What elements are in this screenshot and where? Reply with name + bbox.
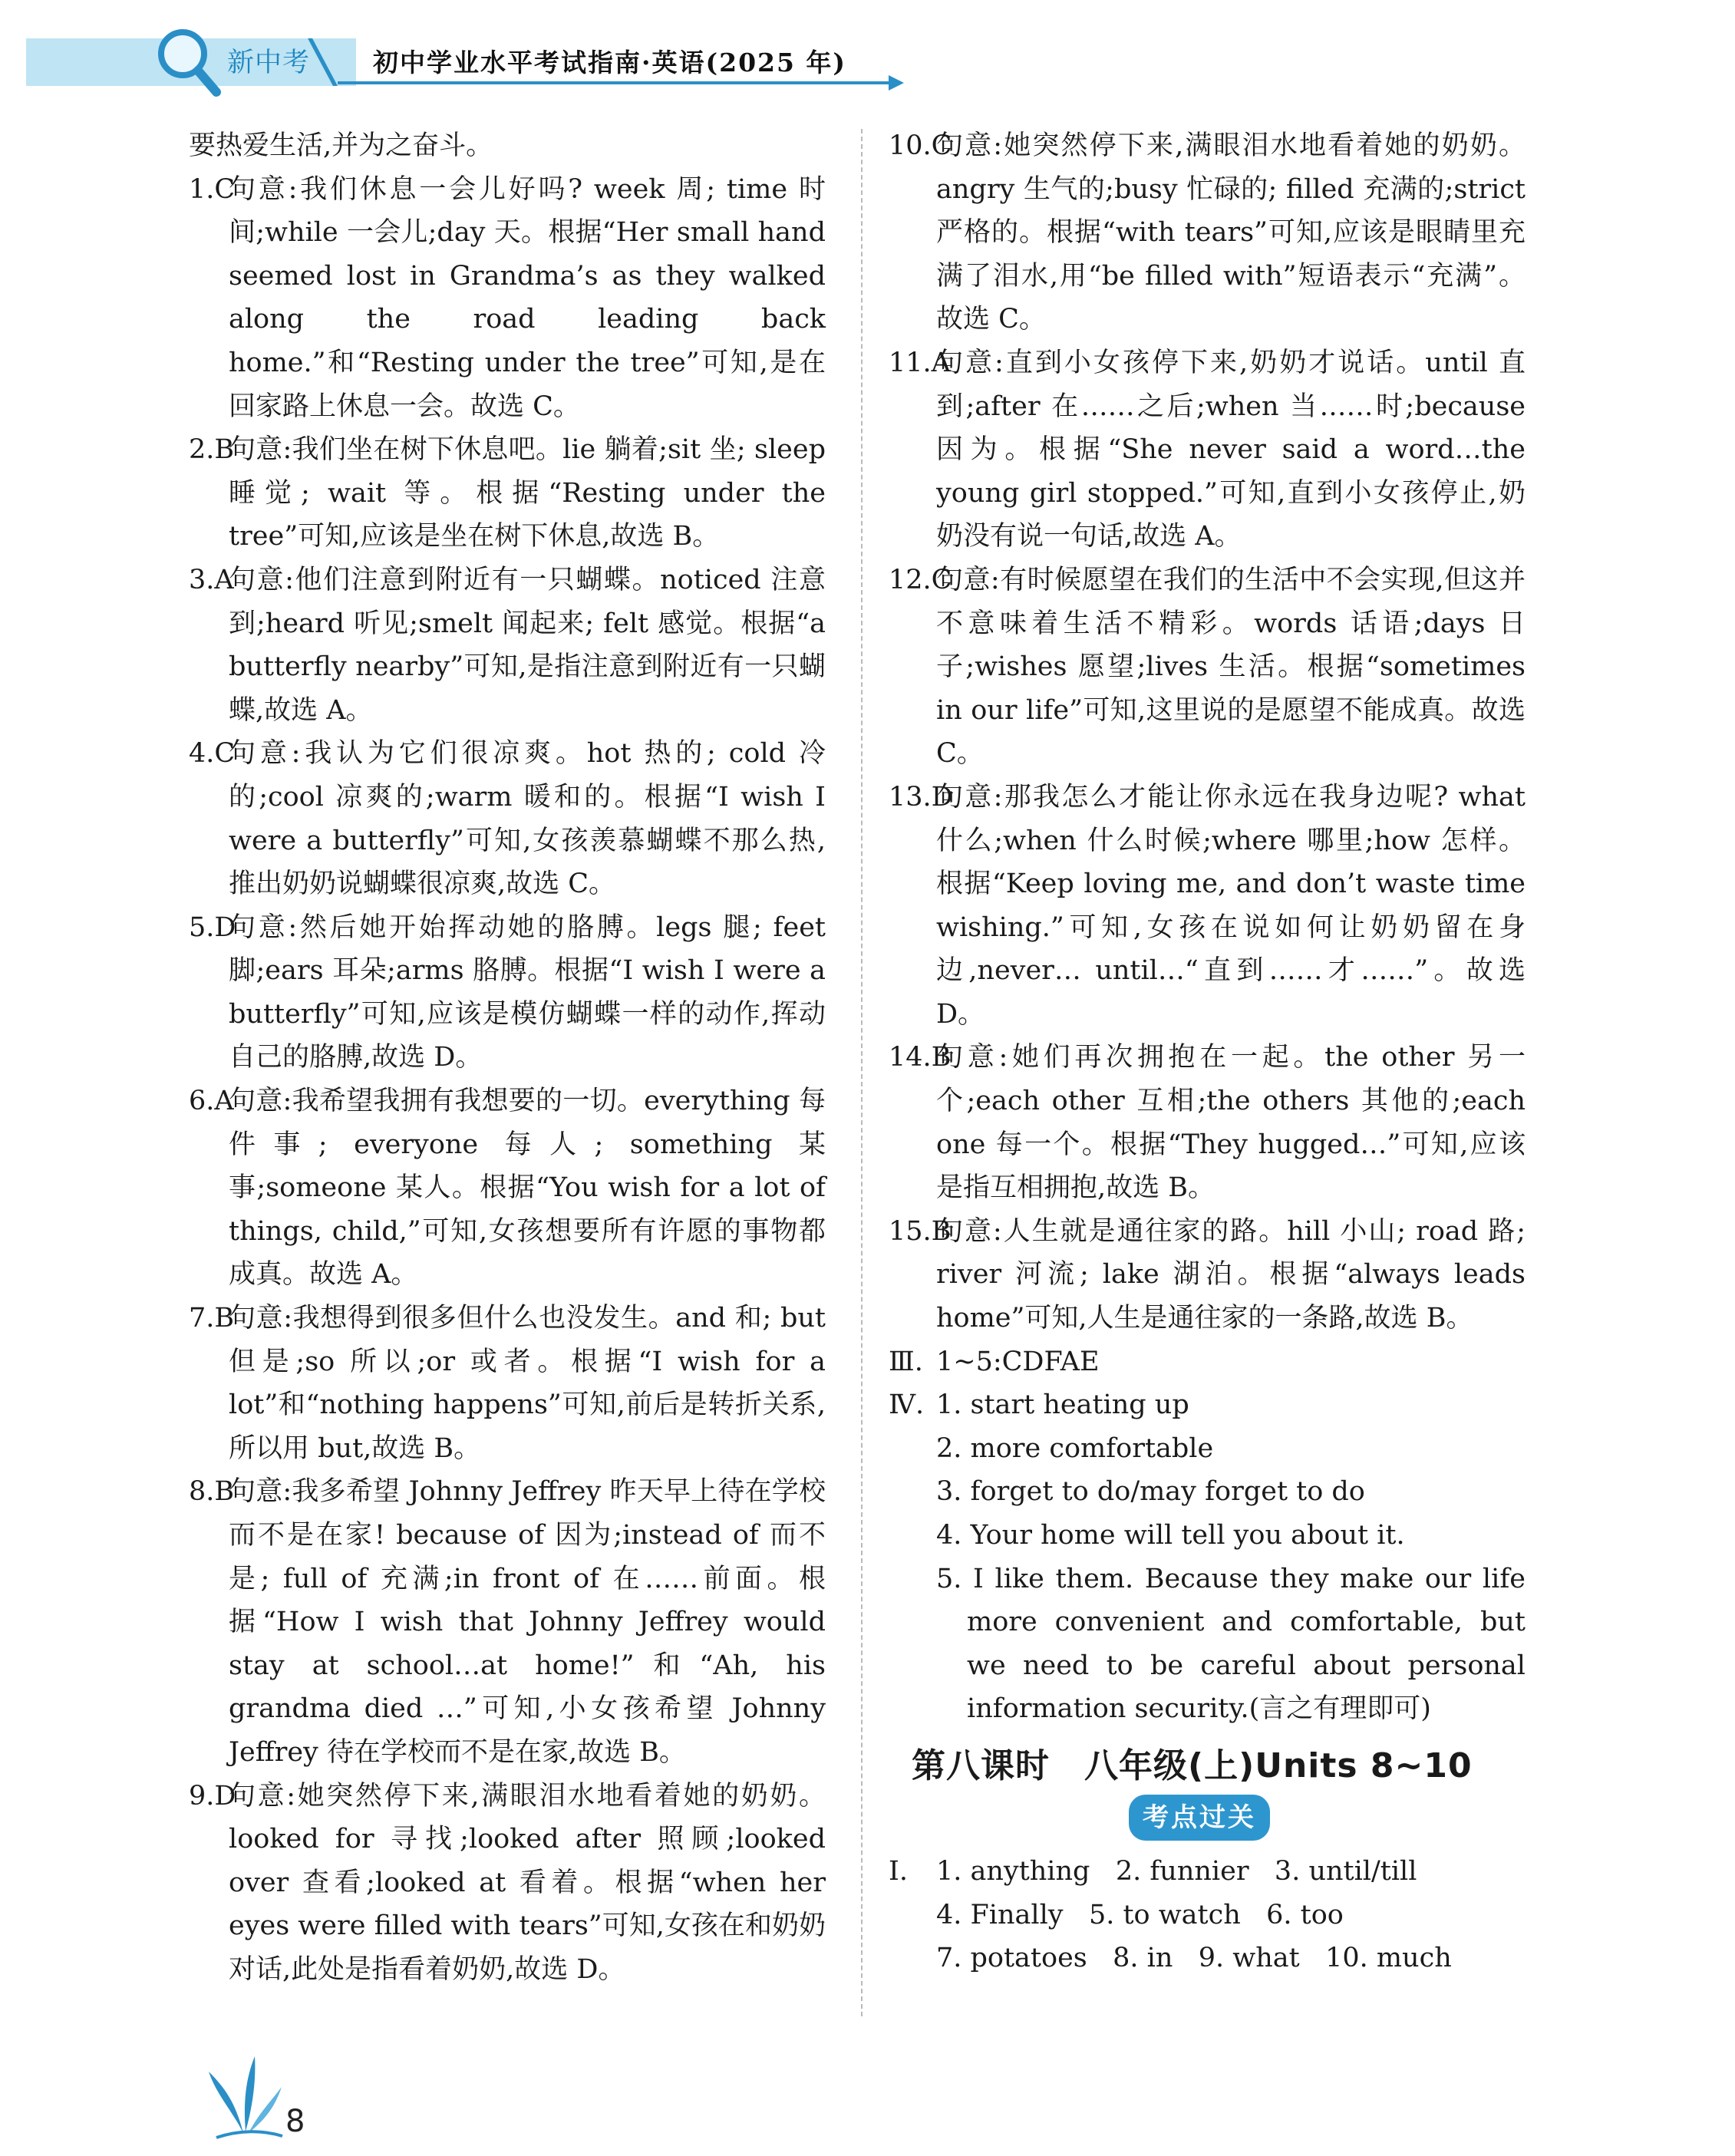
answer-item (189, 1775, 826, 1992)
item-explanation: 句意:他们注意到附近有一只蝴蝶。noticed 注意到;heard 听见;smelt 闻起来; felt 感觉。根据“a butterfly nearby”可知,是指注意到附近有一只蝴蝶,故选 A。 (229, 564, 826, 726)
item-explanation: 句意:我多希望 Johnny Jeffrey 昨天早上待在学校而不是在家! because of 因为;instead of 而不是; full of 充满;in front of 在……前面。根据“How I wish that Johnny Jeffrey would stay at school…at home!”和“Ah, his grandma died …”可知,小女孩希望 Johnny Jeffrey 待在学校而不是在家,故选 B。 (229, 1476, 826, 1768)
answer-item (889, 1210, 1526, 1340)
answer-item (189, 906, 826, 1080)
answer-item (189, 732, 826, 905)
item-number: 7.B (189, 1303, 235, 1334)
section-4-answer: 4. Your home will tell you about it. (936, 1520, 1405, 1551)
item-explanation: 句意:那我怎么才能让你永远在我身边呢? what 什么;when 什么时候;where 哪里;how 怎样。根据“Keep loving me, and don’t waste time wishing.”可知,女孩在说如何让奶奶留在身边,never… until…“直到……才……”。故选 D。 (936, 781, 1526, 1030)
section-number: Ⅰ. (889, 1856, 908, 1887)
header-brand: 新中考 (227, 48, 311, 78)
section-number: Ⅲ. (889, 1346, 923, 1377)
item-number: 12.C (889, 564, 952, 595)
answer-item (889, 1036, 1526, 1209)
section-4-answer: 3. forget to do/may forget to do (936, 1476, 1365, 1508)
item-explanation: 句意:她突然停下来,满眼泪水地看着她的奶奶。looked for 寻找;looked after 照顾;looked over 查看;looked at 看着。根据“when her eyes were filled with tears”可知,女孩在和奶奶对话,此处是指看着奶奶,故选 D。 (229, 1780, 826, 1985)
item-explanation: 句意:她突然停下来,满眼泪水地看着她的奶奶。angry 生气的;busy 忙碌的; filled 充满的;strict 严格的。根据“with tears”可知,应该是眼睛里充满了泪水,用“be filled with”短语表示“充满”。故选 C。 (936, 130, 1526, 335)
item-number: 1.C (189, 173, 236, 205)
answer-item (189, 1297, 826, 1470)
item-number: 10.C (889, 130, 952, 161)
intro-text: 要热爱生活,并为之奋斗。 (189, 130, 493, 161)
section-4-answer: 5. I like them. Because they make our life more convenient and comfortable, but we need to be careful about personal information security.(言之有理即可) (936, 1563, 1526, 1725)
section-4-answer: 2. more comfortable (936, 1432, 1214, 1464)
answer-item (189, 428, 826, 559)
item-explanation: 句意:我们坐在树下休息吧。lie 躺着;sit 坐; sleep 睡觉; wait 等。根据“Resting under the tree”可知,应该是坐在树下休息,故选 B。 (229, 434, 826, 552)
item-number: 11.A (889, 347, 951, 378)
item-number: 4.C (189, 738, 236, 770)
answer-item (189, 1470, 826, 1774)
section-answer: 1. anything 2. funnier 3. until/till (936, 1856, 1417, 1887)
answer-item (889, 559, 1526, 776)
item-number: 2.B (189, 434, 235, 466)
section-1 (889, 1850, 1526, 1894)
item-explanation: 句意:她们再次拥抱在一起。the other 另一个;each other 互相;the others 其他的;each one 每一个。根据“They hugged…”可知,应该是指互相拥抱,故选 B。 (936, 1042, 1526, 1204)
answer-item (889, 341, 1526, 559)
section-answer: 1~5:CDFAE (936, 1346, 1100, 1377)
section-badge: 考点过关 (1129, 1795, 1270, 1841)
answer-item (889, 124, 1526, 341)
item-explanation: 句意:我想得到很多但什么也没发生。and 和; but 但是;so 所以;or 或者。根据“I wish for a lot”和“nothing happens”可知,前后是转折关系,所以用 but,故选 B。 (229, 1303, 826, 1464)
header-rule (338, 81, 890, 84)
lesson-title: 第八课时 八年级(上)Units 8~10 (912, 1746, 1473, 1785)
item-explanation: 句意:有时候愿望在我们的生活中不会实现,但这并不意味着生活不精彩。words 话语;days 日子;wishes 愿望;lives 生活。根据“sometimes in our life”可知,这里说的是愿望不能成真。故选 C。 (936, 564, 1526, 770)
section-1-answer: 4. Finally 5. to watch 6. too (936, 1899, 1344, 1930)
answer-item (189, 559, 826, 732)
section-4 (889, 1383, 1526, 1427)
item-explanation: 句意:我们休息一会儿好吗? week 周; time 时间;while 一会儿;day 天。根据“Her small hand seemed lost in Grandma’s as they walked along the road leading back home.”和“Resting under the tree”可知,是在回家路上休息一会。故选 C。 (229, 173, 826, 422)
item-number: 3.A (189, 564, 234, 595)
page-number: 8 (285, 2104, 305, 2139)
item-number: 6.A (189, 1086, 234, 1117)
left-column (189, 124, 826, 1992)
item-explanation: 句意:我希望我拥有我想要的一切。everything 每件事; everyone 每人; something 某事;someone 某人。根据“You wish for a lot of things, child,”可知,女孩想要所有许愿的事物都成真。故选 A。 (229, 1086, 826, 1291)
item-number: 15.B (889, 1215, 952, 1247)
item-number: 8.B (189, 1476, 235, 1508)
item-explanation: 句意:然后她开始挥动她的胳膊。legs 腿; feet 脚;ears 耳朵;arms 胳膊。根据“I wish I were a butterfly”可知,应该是模仿蝴蝶一样的动作,挥动自己的胳膊,故选 D。 (229, 912, 826, 1073)
search-icon (153, 23, 223, 100)
column-divider (861, 129, 863, 2016)
answer-item (189, 168, 826, 429)
right-column (889, 124, 1526, 1980)
answer-item (889, 776, 1526, 1037)
item-number: 5.D (189, 912, 236, 943)
item-explanation: 句意:人生就是通往家的路。hill 小山; road 路; river 河流; lake 湖泊。根据“always leads home”可知,人生是通往家的一条路,故选 B。 (936, 1215, 1526, 1334)
item-number: 9.D (189, 1780, 236, 1812)
item-number: 14.B (889, 1042, 952, 1073)
header-title: 初中学业水平考试指南·英语(2025 年) (373, 48, 847, 77)
item-number: 13.D (889, 781, 953, 813)
leaf-icon (201, 2041, 285, 2141)
section-1-answer: 7. potatoes 8. in 9. what 10. much (936, 1943, 1452, 1974)
item-explanation: 句意:我认为它们很凉爽。hot 热的; cold 冷的;cool 凉爽的;warm 暖和的。根据“I wish I were a butterfly”可知,女孩羡慕蝴蝶不那么热,推出奶奶说蝴蝶很凉爽,故选 C。 (229, 738, 826, 900)
item-explanation: 句意:直到小女孩停下来,奶奶才说话。until 直到;after 在……之后;when 当……时;because 因为。根据“She never said a word…the young girl stopped.”可知,直到小女孩停止,奶奶没有说一句话,故选 A。 (936, 347, 1526, 552)
page-header (0, 0, 1735, 107)
badge-row (889, 1795, 1526, 1841)
header-arrow-icon (889, 75, 904, 91)
answer-item (189, 1080, 826, 1297)
section-number: Ⅳ. (889, 1390, 925, 1421)
section-answer: 1. start heating up (936, 1390, 1189, 1421)
section-3 (889, 1340, 1526, 1384)
